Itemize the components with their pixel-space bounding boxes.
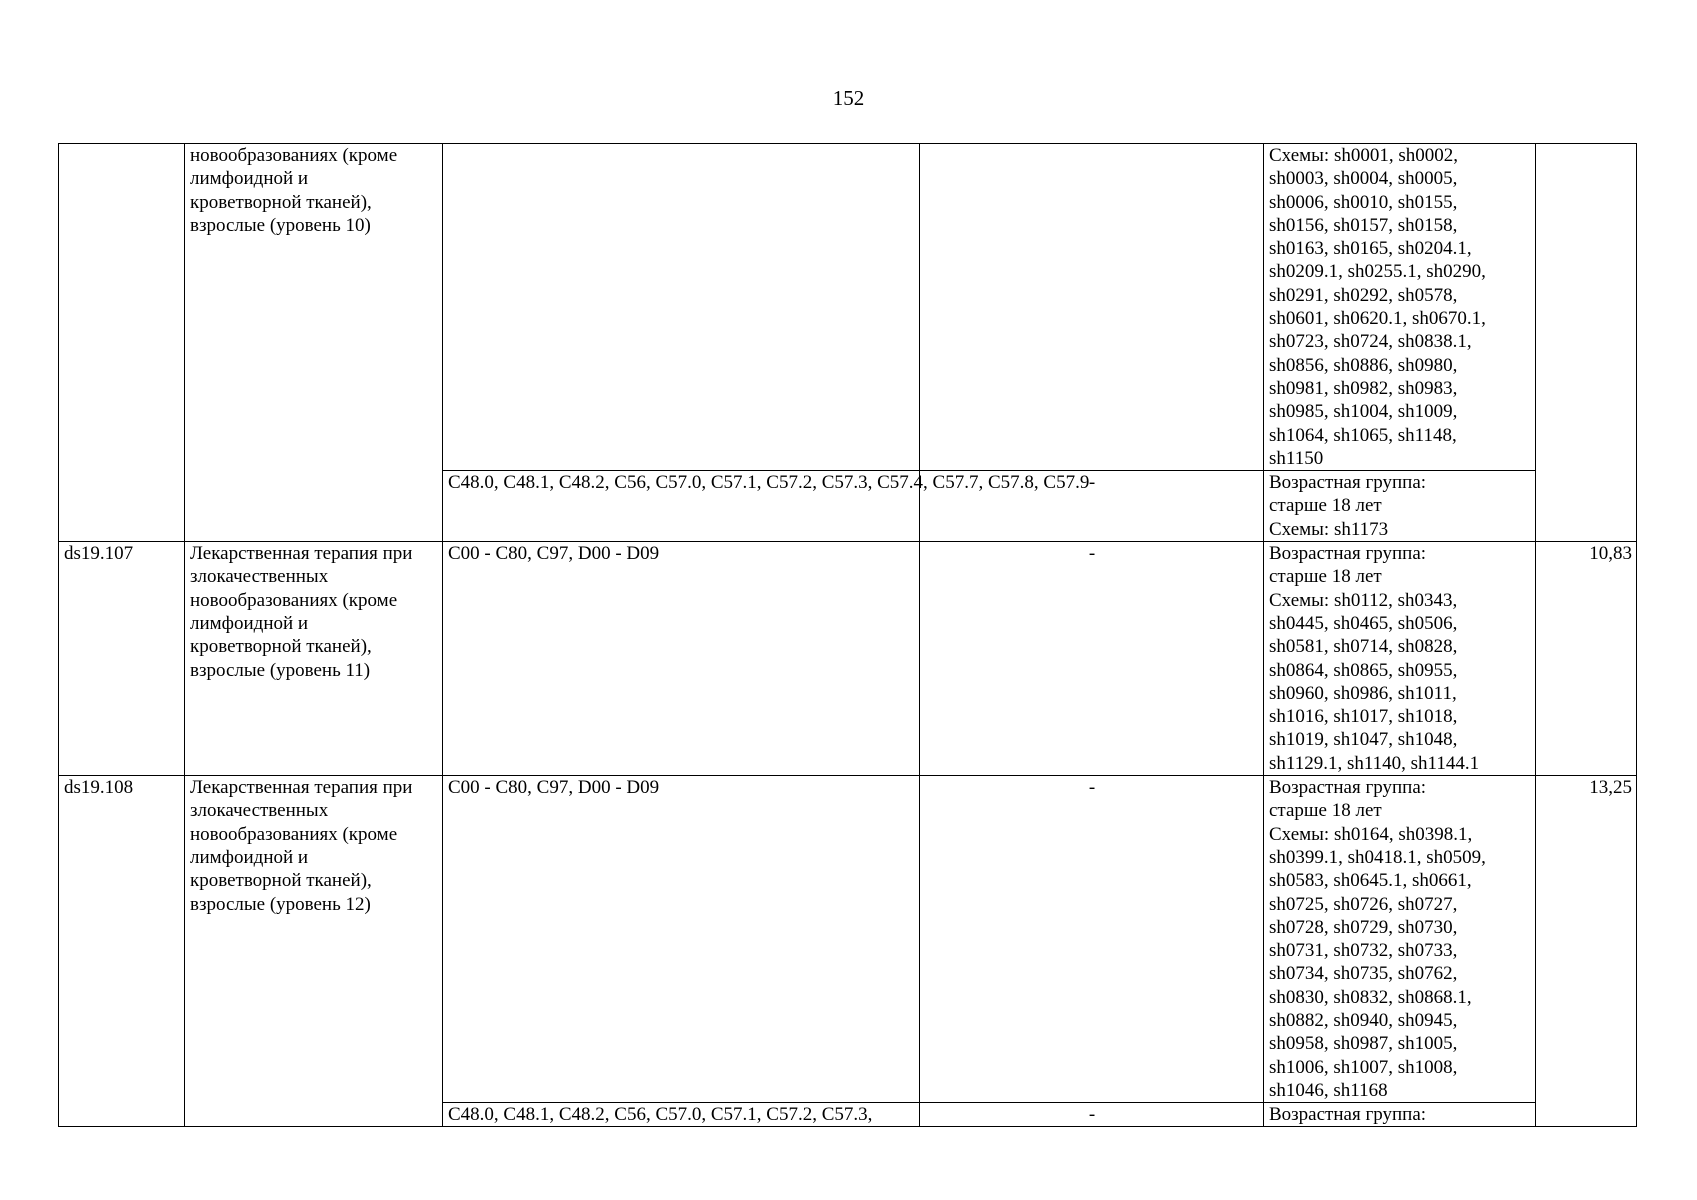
criteria-cell bbox=[1264, 776, 1536, 1103]
coefficient-cell: 13,25 bbox=[1536, 776, 1637, 1127]
coefficient-cell: 10,83 bbox=[1536, 542, 1637, 776]
coefficient-cell bbox=[1536, 144, 1637, 542]
criteria-line: sh0864, sh0865, sh0955, bbox=[1269, 659, 1458, 681]
criteria-line: sh1150 bbox=[1269, 447, 1324, 469]
criteria-line: старше 18 лет bbox=[1269, 800, 1382, 822]
criteria-line: sh0006, sh0010, sh0155, bbox=[1269, 191, 1458, 213]
criteria-line: sh0003, sh0004, sh0005, bbox=[1269, 168, 1458, 190]
criteria-line: старше 18 лет bbox=[1269, 566, 1382, 588]
group-name-line: взрослые (уровень 11) bbox=[190, 659, 371, 681]
criteria-line: sh0882, sh0940, sh0945, bbox=[1269, 1009, 1458, 1031]
criteria-cell bbox=[1264, 1103, 1536, 1127]
criteria-line: sh1064, sh1065, sh1148, bbox=[1269, 424, 1457, 446]
criteria-line: sh0581, sh0714, sh0828, bbox=[1269, 636, 1458, 658]
group-name-line: новообразованиях (кроме bbox=[190, 145, 398, 166]
criteria-line: sh1006, sh1007, sh1008, bbox=[1269, 1056, 1458, 1078]
criteria-line: Схемы: sh0164, sh0398.1, bbox=[1269, 823, 1473, 845]
criteria-line: Возрастная группа: bbox=[1269, 543, 1427, 565]
group-name-cell bbox=[185, 542, 443, 776]
criteria-cell bbox=[1264, 542, 1536, 776]
group-name-line: лимфоидной и bbox=[190, 612, 309, 634]
criteria-line: sh0445, sh0465, sh0506, bbox=[1269, 612, 1458, 634]
procedure-code-cell bbox=[920, 144, 1264, 471]
criteria-cell bbox=[1264, 471, 1536, 542]
criteria-line: Возрастная группа: bbox=[1269, 777, 1427, 799]
criteria-line: sh0731, sh0732, sh0733, bbox=[1269, 940, 1458, 962]
tariff-table bbox=[58, 143, 1637, 1127]
group-name-line: кроветворной тканей), bbox=[190, 191, 372, 213]
table-row bbox=[59, 776, 1637, 1103]
criteria-line: sh0291, sh0292, sh0578, bbox=[1269, 284, 1458, 306]
group-name-line: Лекарственная терапия при bbox=[190, 777, 413, 799]
diagnosis-codes-cell: C00 - C80, C97, D00 - D09 bbox=[443, 542, 920, 776]
criteria-line: sh0981, sh0982, sh0983, bbox=[1269, 377, 1458, 399]
group-name-line: лимфоидной и bbox=[190, 846, 309, 868]
criteria-line: sh0583, sh0645.1, sh0661, bbox=[1269, 870, 1472, 892]
criteria-line: Схемы: sh0001, sh0002, bbox=[1269, 145, 1458, 166]
criteria-line: sh0728, sh0729, sh0730, bbox=[1269, 916, 1458, 938]
group-name-line: злокачественных bbox=[190, 566, 329, 588]
criteria-line: sh1129.1, sh1140, sh1144.1 bbox=[1269, 752, 1480, 774]
group-name-line: взрослые (уровень 10) bbox=[190, 214, 371, 236]
diagnosis-codes-cell bbox=[443, 144, 920, 471]
page-number: 152 bbox=[832, 86, 865, 110]
criteria-line: sh0734, sh0735, sh0762, bbox=[1269, 963, 1458, 985]
procedure-code-cell: - bbox=[920, 1103, 1264, 1127]
criteria-cell bbox=[1264, 144, 1536, 471]
criteria-line: старше 18 лет bbox=[1269, 495, 1382, 517]
group-code-cell: ds19.108 bbox=[59, 776, 185, 1127]
criteria-line: sh0209.1, sh0255.1, sh0290, bbox=[1269, 261, 1486, 283]
group-name-cell bbox=[185, 776, 443, 1127]
criteria-line: sh0960, sh0986, sh1011, bbox=[1269, 682, 1457, 704]
procedure-code-cell: - bbox=[920, 542, 1264, 776]
criteria-line: sh0725, sh0726, sh0727, bbox=[1269, 893, 1458, 915]
diagnosis-codes-cell: C00 - C80, C97, D00 - D09 bbox=[443, 776, 920, 1103]
criteria-line: sh1019, sh1047, sh1048, bbox=[1269, 729, 1458, 751]
criteria-line: Возрастная группа: bbox=[1269, 1104, 1427, 1126]
group-name-line: кроветворной тканей), bbox=[190, 636, 372, 658]
criteria-line: Схемы: sh0112, sh0343, bbox=[1269, 589, 1458, 611]
group-name-line: злокачественных bbox=[190, 800, 329, 822]
group-name-line: кроветворной тканей), bbox=[190, 870, 372, 892]
criteria-line: Схемы: sh1173 bbox=[1269, 518, 1389, 540]
table-row bbox=[59, 542, 1637, 776]
criteria-line: sh0985, sh1004, sh1009, bbox=[1269, 401, 1458, 423]
criteria-line: sh0601, sh0620.1, sh0670.1, bbox=[1269, 308, 1486, 330]
group-name-cell bbox=[185, 144, 443, 542]
group-code-cell: ds19.107 bbox=[59, 542, 185, 776]
table-row bbox=[59, 144, 1637, 471]
group-name-line: лимфоидной и bbox=[190, 168, 309, 190]
diagnosis-codes-cell: C48.0, C48.1, C48.2, C56, C57.0, C57.1, C57.2, C57.3, C57.4, C57.7, C57.8, C57.9 bbox=[443, 471, 920, 542]
criteria-line: sh0958, sh0987, sh1005, bbox=[1269, 1033, 1458, 1055]
diagnosis-codes-cell: C48.0, C48.1, C48.2, C56, C57.0, C57.1, C57.2, C57.3, bbox=[443, 1103, 920, 1127]
criteria-line: sh1016, sh1017, sh1018, bbox=[1269, 706, 1458, 728]
criteria-line: sh0163, sh0165, sh0204.1, bbox=[1269, 238, 1472, 260]
criteria-line: sh0399.1, sh0418.1, sh0509, bbox=[1269, 846, 1486, 868]
group-name-line: взрослые (уровень 12) bbox=[190, 893, 371, 915]
criteria-line: sh0156, sh0157, sh0158, bbox=[1269, 214, 1458, 236]
table-body bbox=[59, 144, 1637, 1127]
criteria-line: sh0856, sh0886, sh0980, bbox=[1269, 354, 1458, 376]
procedure-code-cell: - bbox=[920, 776, 1264, 1103]
group-name-line: Лекарственная терапия при bbox=[190, 543, 413, 565]
group-name-line: новообразованиях (кроме bbox=[190, 589, 398, 611]
group-name-line: новообразованиях (кроме bbox=[190, 823, 398, 845]
criteria-line: sh0723, sh0724, sh0838.1, bbox=[1269, 331, 1472, 353]
criteria-line: sh0830, sh0832, sh0868.1, bbox=[1269, 986, 1472, 1008]
criteria-line: sh1046, sh1168 bbox=[1269, 1079, 1388, 1101]
group-code-cell bbox=[59, 144, 185, 542]
procedure-code-cell: - bbox=[920, 471, 1264, 542]
criteria-line: Возрастная группа: bbox=[1269, 472, 1427, 494]
